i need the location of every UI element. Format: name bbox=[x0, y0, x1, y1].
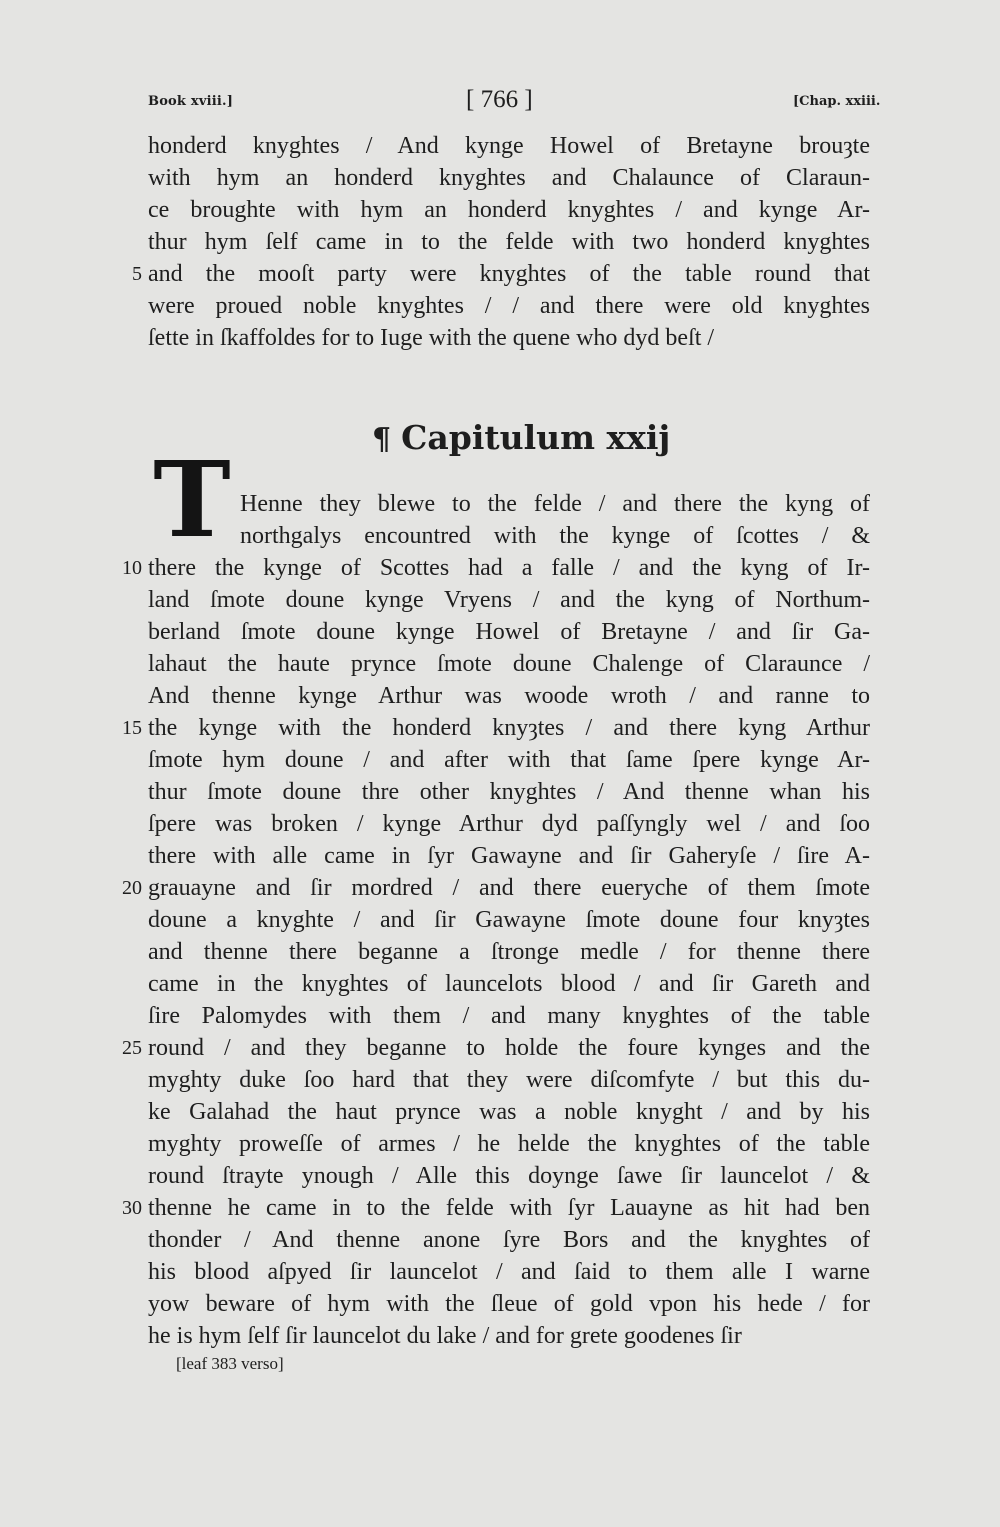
drop-cap: T bbox=[153, 438, 231, 561]
text-line: there with alle came in ſyr Gawayne and ſir Gaheryſe / ſire A- bbox=[148, 843, 870, 869]
text-line: myghty duke ſoo hard that they were diſcomfyte / but this du- bbox=[148, 1067, 870, 1093]
text-line: round / and they beganne to holde the foure kynges and the bbox=[148, 1035, 870, 1061]
text-line: yow beware of hym with the ſleue of gold vpon his hede / for bbox=[148, 1291, 870, 1317]
text-line: with hym an honderd knyghtes and Chalaunce of Claraun- bbox=[148, 165, 870, 191]
text-line: thonder / And thenne anone ſyre Bors and the knyghtes of bbox=[148, 1227, 870, 1253]
text-line: came in the knyghtes of launcelots blood / and ſir Gareth and bbox=[148, 971, 870, 997]
text-line: there the kynge of Scottes had a falle / and the kyng of Ir- bbox=[148, 555, 870, 581]
chapter-heading bbox=[372, 413, 712, 463]
chapter-title: Capitulum xxij bbox=[401, 418, 671, 457]
text-line: land ſmote doune kynge Vryens / and the kyng of Northum- bbox=[148, 587, 870, 613]
header-chapter: [Chap. xxiii. bbox=[793, 94, 881, 109]
text-line: ſpere was broken / kynge Arthur dyd paſſyngly wel / and ſoo bbox=[148, 811, 870, 837]
text-line: he is hym ſelf ſir launcelot du lake / and for grete goodenes ſir bbox=[148, 1323, 742, 1349]
text-line: lahaut the haute prynce ſmote doune Chalenge of Claraunce / bbox=[148, 651, 870, 677]
text-line: round ſtrayte ynough / Alle this doynge ſawe ſir launcelot / & bbox=[148, 1163, 870, 1189]
line-number: 25 bbox=[122, 1037, 142, 1059]
text-line: Henne they blewe to the felde / and there the kyng of bbox=[240, 491, 870, 517]
text-line: ke Galahad the haut prynce was a noble knyght / and by his bbox=[148, 1099, 870, 1125]
text-line: myghty proweſſe of armes / he helde the knyghtes of the table bbox=[148, 1131, 870, 1157]
text-line: And thenne kynge Arthur was woode wroth / and ranne to bbox=[148, 683, 870, 709]
text-line: and thenne there beganne a ſtronge medle / for thenne there bbox=[148, 939, 870, 965]
text-line: thenne he came in to the felde with ſyr Lauayne as hit had ben bbox=[148, 1195, 870, 1221]
text-line: ſire Palomydes with them / and many knyghtes of the table bbox=[148, 1003, 870, 1029]
text-line: and the mooſt party were knyghtes of the table round that bbox=[148, 261, 870, 287]
text-line: thur hym ſelf came in to the felde with two honderd knyghtes bbox=[148, 229, 870, 255]
text-line: thur ſmote doune thre other knyghtes / And thenne whan his bbox=[148, 779, 870, 805]
running-header bbox=[0, 86, 1000, 116]
text-line: doune a knyghte / and ſir Gawayne ſmote doune four knyȝtes bbox=[148, 907, 870, 933]
header-page-number: [ 766 ] bbox=[466, 86, 533, 113]
text-line: ſette in ſkaffoldes for to Iuge with the quene who dyd beſt / bbox=[148, 325, 715, 351]
text-line: his blood aſpyed ſir launcelot / and ſaid to them alle I warne bbox=[148, 1259, 870, 1285]
text-line: honderd knyghtes / And kynge Howel of Bretayne brouȝte bbox=[148, 133, 870, 159]
text-line: ſmote hym doune / and after with that ſame ſpere kynge Ar- bbox=[148, 747, 870, 773]
leaf-signature: [leaf 383 verso] bbox=[176, 1354, 284, 1373]
text-line: were proued noble knyghtes / / and there were old knyghtes bbox=[148, 293, 870, 319]
line-number: 5 bbox=[132, 263, 142, 285]
text-line: northgalys encountred with the kynge of ſcottes / & bbox=[240, 523, 870, 549]
text-line: berland ſmote doune kynge Howel of Bretayne / and ſir Ga- bbox=[148, 619, 870, 645]
text-line: the kynge with the honderd knyȝtes / and there kyng Arthur bbox=[148, 715, 870, 741]
header-book: Book xviii.] bbox=[148, 94, 234, 109]
line-number: 20 bbox=[122, 877, 142, 899]
text-line: grauayne and ſir mordred / and there eueryche of them ſmote bbox=[148, 875, 870, 901]
line-number: 15 bbox=[122, 717, 142, 739]
pilcrow-icon: ¶ bbox=[372, 422, 392, 457]
line-number: 30 bbox=[122, 1197, 142, 1219]
text-line: ce broughte with hym an honderd knyghtes / and kynge Ar- bbox=[148, 197, 870, 223]
line-number: 10 bbox=[122, 557, 142, 579]
